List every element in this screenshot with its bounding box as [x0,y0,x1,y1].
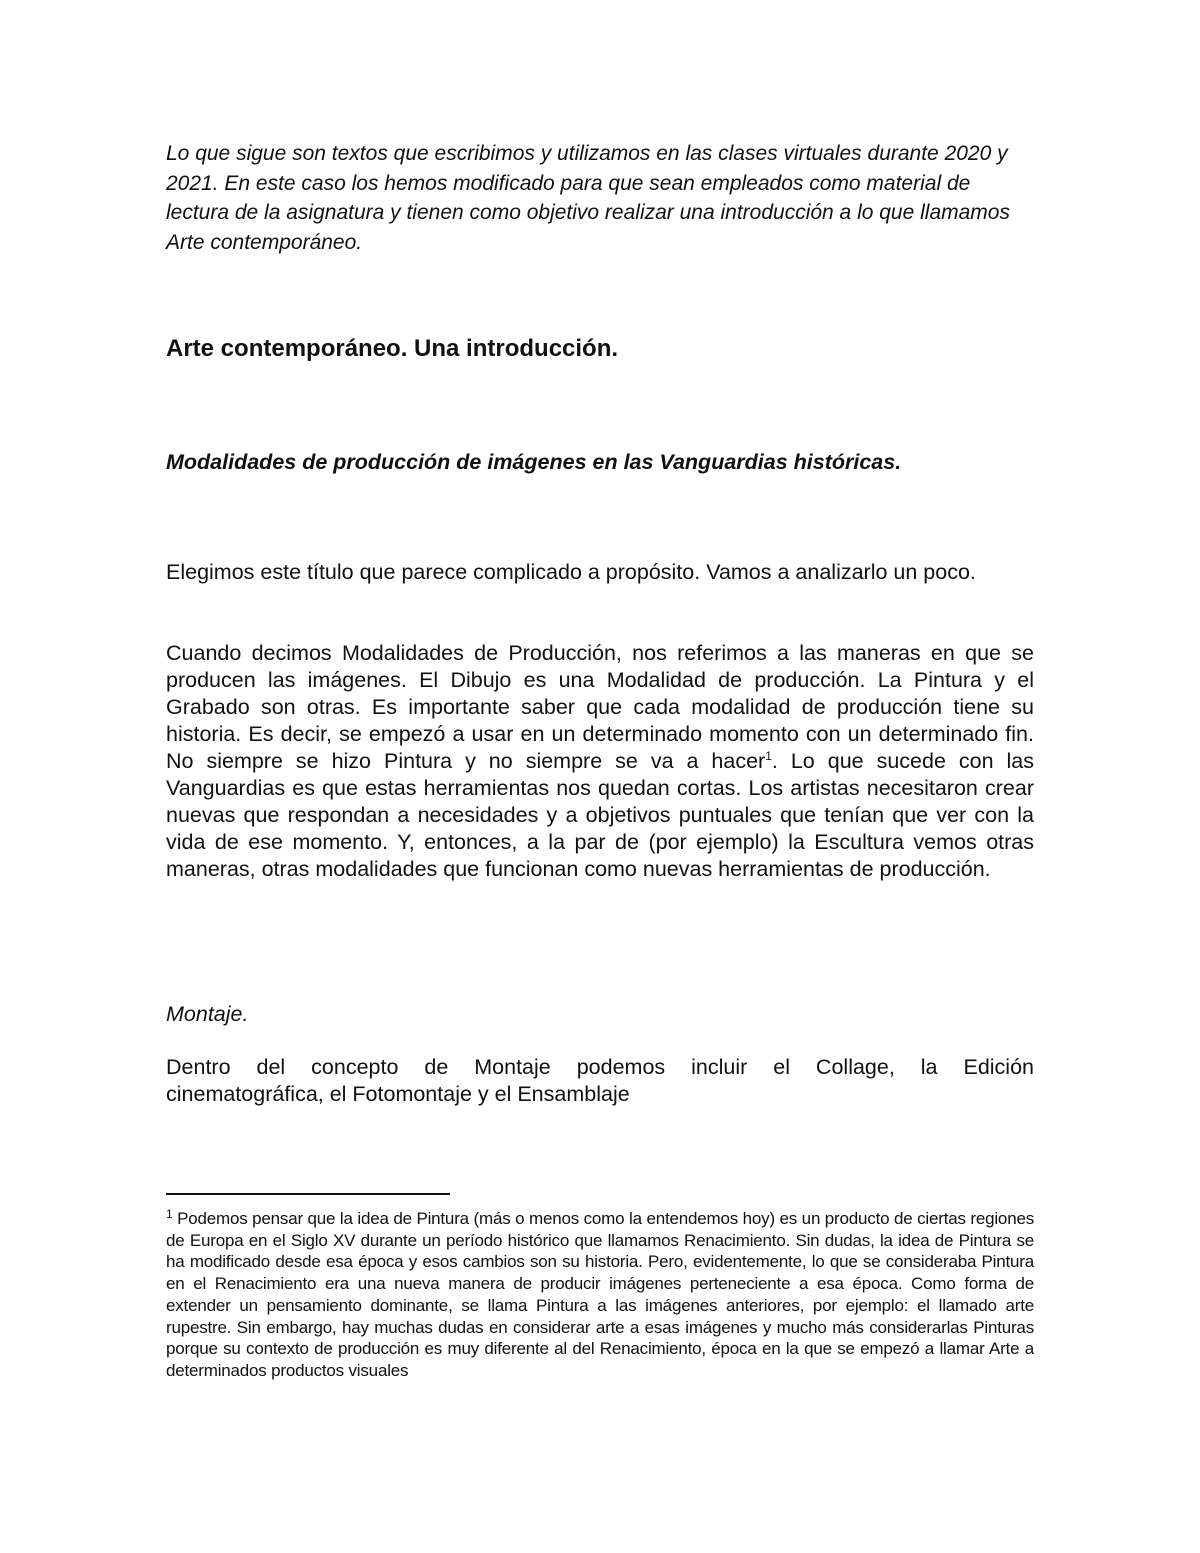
paragraph-2 [166,640,1034,883]
footnote-text: Podemos pensar que la idea de Pintura (más o menos como la entendemos hoy) es un producto de ciertas regiones de Europa en el Siglo XV durante un período histórico que llamamos Renacimiento. Sin dudas, la idea de Pintura se ha modificado desde esa época y esos cambios son su historia. Pero, evidentemente, lo que se consideraba Pintura en el Renacimiento era una nueva manera de producir imágenes perteneciente a esa época. Como forma de extender un pensamiento dominante, se llama Pintura a las imágenes anteriores, por ejemplo: el llamado arte rupestre. Sin embargo, hay muchas dudas en considerar arte a esas imágenes y mucho más considerarlas Pinturas porque su contexto de producción es muy diferente al del Renacimiento, época en la que se empezó a llamar Arte a determinados productos visuales [166,1209,1034,1380]
footnote-reference[interactable]: 1 [765,748,772,763]
paragraph-2-part-2: . Lo que sucede con las Vanguardias es que estas herramientas nos quedan cortas. Los artistas necesitaron crear nuevas que respondan a necesidades y a objetivos puntuales que tenían que ver con la vida de ese momento. Y, entonces, a la par de (por ejemplo) la Escultura vemos otras maneras, otras modalidades que funcionan como nuevas herramientas de producción. [166,749,1035,881]
montaje-heading: Montaje. [166,1002,249,1026]
paragraph-3 [166,1054,1034,1108]
paragraph-1: Elegimos este título que parece complicado a propósito. Vamos a analizarlo un poco. [166,560,976,584]
paragraph-3-line-2: cinematográfica, el Fotomontaje y el Ensamblaje [166,1082,630,1106]
paragraph-3-line-1: Dentro del concepto de Montaje podemos incluir el Collage, la Edición [166,1055,1034,1079]
page-title: Arte contemporáneo. Una introducción. [166,335,619,362]
footnote-separator [166,1193,450,1195]
intro-paragraph: Lo que sigue son textos que escribimos y utilizamos en las clases virtuales durante 2020 y 2021. En este caso los hemos modificado para que sean empleados como material de lectura de la asignatura y tienen como objetivo realizar una introducción a lo que llamamos Arte contemporáneo. [166,142,1010,254]
section-subtitle: Modalidades de producción de imágenes en las Vanguardias históricas. [166,450,902,474]
footnote [166,1208,1034,1382]
footnote-mark: 1 [166,1207,173,1221]
paragraph-2-part-1: Cuando decimos Modalidades de Producción, nos referimos a las maneras en que se producen las imágenes. El Dibujo es una Modalidad de producción. La Pintura y el Grabado son otras. Es importante saber que cada modalidad de producción tiene su historia. Es decir, se empezó a usar en un determinado momento con un determinado fin. No siempre se hizo Pintura y no siempre se va a hacer [166,641,1034,773]
